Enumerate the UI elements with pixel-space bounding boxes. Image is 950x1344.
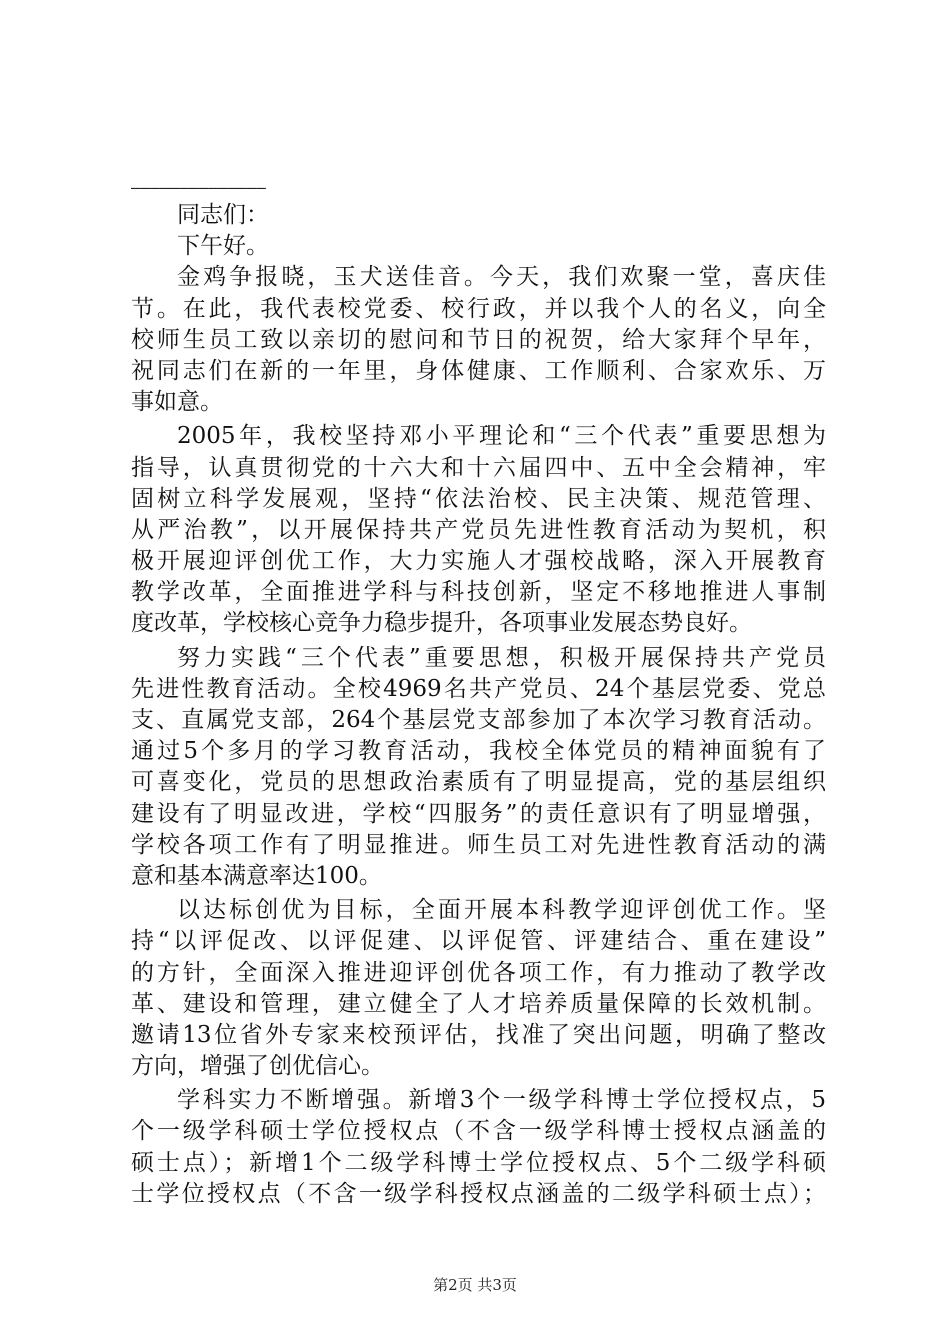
paragraph-1	[131, 262, 826, 418]
paragraph-line: 硕士点）；新增1个二级学科博士学位授权点、5个二级学科硕	[131, 1149, 826, 1176]
paragraph-line: 指导，认真贯彻党的十六大和十六届四中、五中全会精神，牢	[131, 454, 826, 481]
paragraph-line: 学科实力不断增强。新增3个一级学科博士学位授权点，5	[177, 1087, 826, 1114]
paragraph-2	[131, 421, 826, 639]
paragraph-line: 建设有了明显改进，学校“四服务”的责任意识有了明显增强，	[131, 800, 826, 827]
paragraph-line: 节。在此，我代表校党委、校行政，并以我个人的名义，向全	[131, 295, 826, 322]
paragraph-line: 邀请13位省外专家来校预评估，找准了突出问题，明确了整改	[131, 1021, 826, 1048]
paragraph-line: 教学改革，全面推进学科与科技创新，坚定不移地推进人事制	[131, 579, 826, 606]
paragraph-line: 金鸡争报晓，玉犬送佳音。今天，我们欢聚一堂，喜庆佳	[177, 264, 826, 291]
paragraph-line: 可喜变化，党员的思想政治素质有了明显提高，党的基层组织	[131, 769, 826, 796]
paragraph-3	[131, 643, 826, 893]
paragraph-line: 极开展迎评创优工作，大力实施人才强校战略，深入开展教育	[131, 548, 826, 575]
salutation: 同志们：	[177, 202, 269, 228]
paragraph-line: 个一级学科硕士学位授权点（不含一级学科博士授权点涵盖的	[131, 1118, 826, 1145]
page-number: 第2页 共3页	[433, 1276, 517, 1294]
paragraph-line: 固树立科学发展观，坚持“依法治校、民主决策、规范管理、	[131, 485, 826, 512]
paragraph-line: 学校各项工作有了明显推进。师生员工对先进性教育活动的满	[131, 831, 826, 858]
paragraph-line: 方向，增强了创优信心。	[131, 1053, 384, 1080]
paragraph-line: 努力实践“三个代表”重要思想，积极开展保持共产党员	[177, 644, 826, 671]
paragraph-line: 支、直属党支部，264个基层党支部参加了本次学习教育活动。	[131, 707, 826, 733]
paragraph-line: 先进性教育活动。全校4969名共产党员、24个基层党委、党总	[131, 675, 826, 702]
greeting: 下午好。	[177, 233, 269, 260]
paragraph-line: 通过5个多月的学习教育活动，我校全体党员的精神面貌有了	[131, 738, 826, 765]
separator-rule: ——————————————	[131, 178, 266, 197]
paragraph-line: 以达标创优为目标，全面开展本科教学迎评创优工作。坚	[177, 897, 826, 924]
paragraph-line: 从严治教”，以开展保持共产党员先进性教育活动为契机，积	[131, 516, 826, 543]
paragraph-line: 度改革，学校核心竞争力稳步提升，各项事业发展态势良好。	[131, 610, 752, 637]
paragraph-line: 的方针，全面深入推进迎评创优各项工作，有力推动了教学改	[131, 959, 826, 986]
paragraph-4	[131, 895, 826, 1082]
paragraph-line: 士学位授权点（不含一级学科授权点涵盖的二级学科硕士点）；	[131, 1180, 826, 1207]
paragraph-line: 革、建设和管理，建立健全了人才培养质量保障的长效机制。	[131, 990, 826, 1017]
speech-body	[131, 200, 826, 1210]
paragraph-line: 持“以评促改、以评促建、以评促管、评建结合、重在建设”	[131, 928, 826, 955]
paragraph-line: 意和基本满意率达100。	[131, 862, 382, 889]
paragraph-line: 校师生员工致以亲切的慰问和节日的祝贺，给大家拜个早年，	[131, 326, 826, 353]
paragraph-line: 祝同志们在新的一年里，身体健康、工作顺利、合家欢乐、万	[131, 357, 826, 384]
paragraph-5	[131, 1085, 826, 1210]
paragraph-line: 事如意。	[131, 389, 223, 416]
paragraph-line: 2005年，我校坚持邓小平理论和“三个代表”重要思想为	[177, 423, 826, 450]
